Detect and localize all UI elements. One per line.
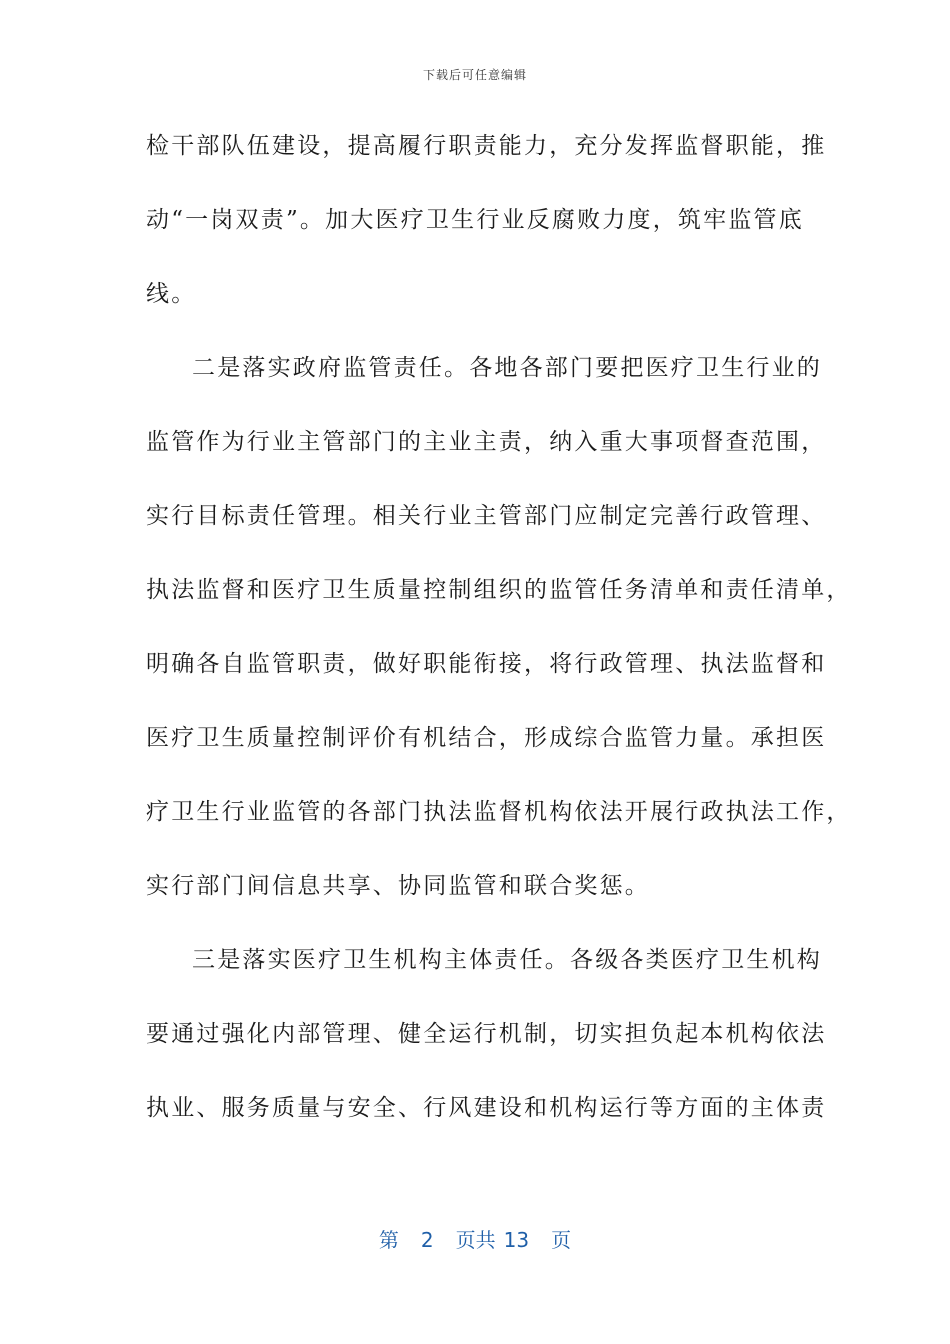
total-pages-number: 13 [503, 1228, 530, 1252]
text-line: 执业、服务质量与安全、行风建设和机构运行等方面的主体责 [146, 1095, 827, 1121]
text-line: 动“一岗双责”。加大医疗卫生行业反腐败力度，筑牢监管底 [146, 207, 804, 233]
text-line: 医疗卫生质量控制评价有机结合，形成综合监管力量。承担医 [146, 725, 827, 751]
text-line: 检干部队伍建设，提高履行职责能力，充分发挥监督职能，推 [146, 133, 827, 159]
paragraph-start-line: 三是落实医疗卫生机构主体责任。各级各类医疗卫生机构 [192, 947, 822, 973]
footer-prefix: 第 [378, 1228, 399, 1252]
footer-middle: 页共 [455, 1228, 496, 1252]
footer-suffix: 页 [551, 1228, 572, 1252]
document-body [146, 124, 852, 1160]
text-line: 实行目标责任管理。相关行业主管部门应制定完善行政管理、 [146, 503, 827, 529]
text-line: 疗卫生行业监管的各部门执法监督机构依法开展行政执法工作， [146, 799, 852, 825]
text-line: 实行部门间信息共享、协同监管和联合奖惩。 [146, 873, 650, 899]
text-line: 执法监督和医疗卫生质量控制组织的监管任务清单和责任清单， [146, 577, 852, 603]
text-line: 要通过强化内部管理、健全运行机制，切实担负起本机构依法 [146, 1021, 827, 1047]
paragraph-start-line: 二是落实政府监管责任。各地各部门要把医疗卫生行业的 [192, 355, 822, 381]
text-line: 监管作为行业主管部门的主业主责，纳入重大事项督查范围， [146, 429, 827, 455]
page-header: 下载后可任意编辑 [422, 68, 527, 82]
page-footer [0, 1224, 950, 1253]
text-line: 线。 [146, 281, 197, 307]
text-line: 明确各自监管职责，做好职能衔接，将行政管理、执法监督和 [146, 651, 827, 677]
current-page-number: 2 [420, 1228, 434, 1252]
